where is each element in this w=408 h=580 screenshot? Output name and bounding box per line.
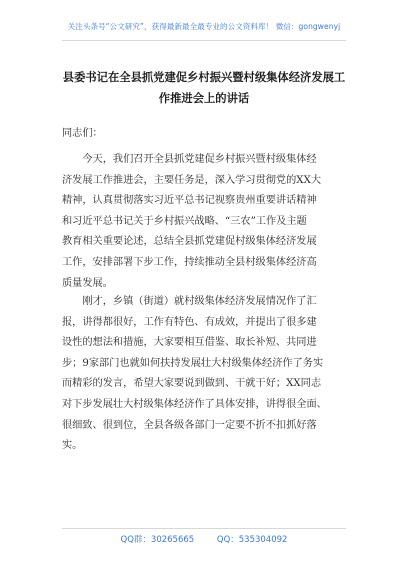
paragraph-line: 教育相关重要论述，总结全县抓党建促村级集体经济发展 xyxy=(62,236,317,248)
footer xyxy=(0,533,408,545)
footer-qq: QQ：535304092 xyxy=(216,535,288,545)
paragraph-2 xyxy=(62,292,348,457)
document-title xyxy=(60,67,348,109)
paragraph-line: 济发展工作推进会，主要任务是，深入学习贯彻党的XX大 xyxy=(62,174,322,186)
header-divider xyxy=(62,40,346,41)
paragraph-line: 刚才，乡镇（街道）就村级集体经济发展情况作了汇 xyxy=(62,296,317,307)
paragraph-line: 实。 xyxy=(62,440,83,452)
paragraph-line: 对下步发展壮大村级集体经济作了具体安排，讲得很全面、 xyxy=(62,398,327,410)
paragraph-line: 工作，安排部署下步工作，持续推动全县村级集体经济高 xyxy=(62,256,317,268)
footer-qq-group: QQ群：30265665 xyxy=(120,535,195,545)
paragraph-line: 设性的想法和措施，大家要相互借鉴、取长补短、共同进 xyxy=(62,337,317,349)
paragraph-line: 而精彩的发言，希望大家要说到做到、干就干好；XX同志 xyxy=(62,378,322,390)
footer-divider xyxy=(62,528,346,529)
title-line-2: 作推进会上的讲话 xyxy=(158,92,250,105)
paragraph-line: 精神，认真贯彻落实习近平总书记视察贵州重要讲话精神 xyxy=(62,195,317,207)
paragraph-line: 质量发展。 xyxy=(62,277,113,289)
paragraph-line: 和习近平总书记关于乡村振兴战略、“三农”工作及主题 xyxy=(62,215,307,227)
header-banner: 关注头条号“公文研究”，获得最新最全最专业的公文资料库！ 微信：gongwenyj xyxy=(67,22,341,31)
paragraph-line: 今天，我们召开全县抓党建促乡村振兴暨村级集体经 xyxy=(62,154,317,165)
paragraph-line: 报，讲得都很好，工作有特色、有成效，并提出了很多建 xyxy=(62,316,317,328)
paragraph-1 xyxy=(62,150,348,294)
paragraph-line: 步；9家部门也就如何扶持发展壮大村级集体经济作了务实 xyxy=(62,357,324,369)
paragraph-line: 很细致、很到位，全县各级各部门一定要不折不扣抓好落 xyxy=(62,419,317,431)
title-line-1: 县委书记在全县抓党建促乡村振兴暨村级集体经济发展工 xyxy=(62,71,346,84)
salutation: 同志们： xyxy=(62,128,103,139)
